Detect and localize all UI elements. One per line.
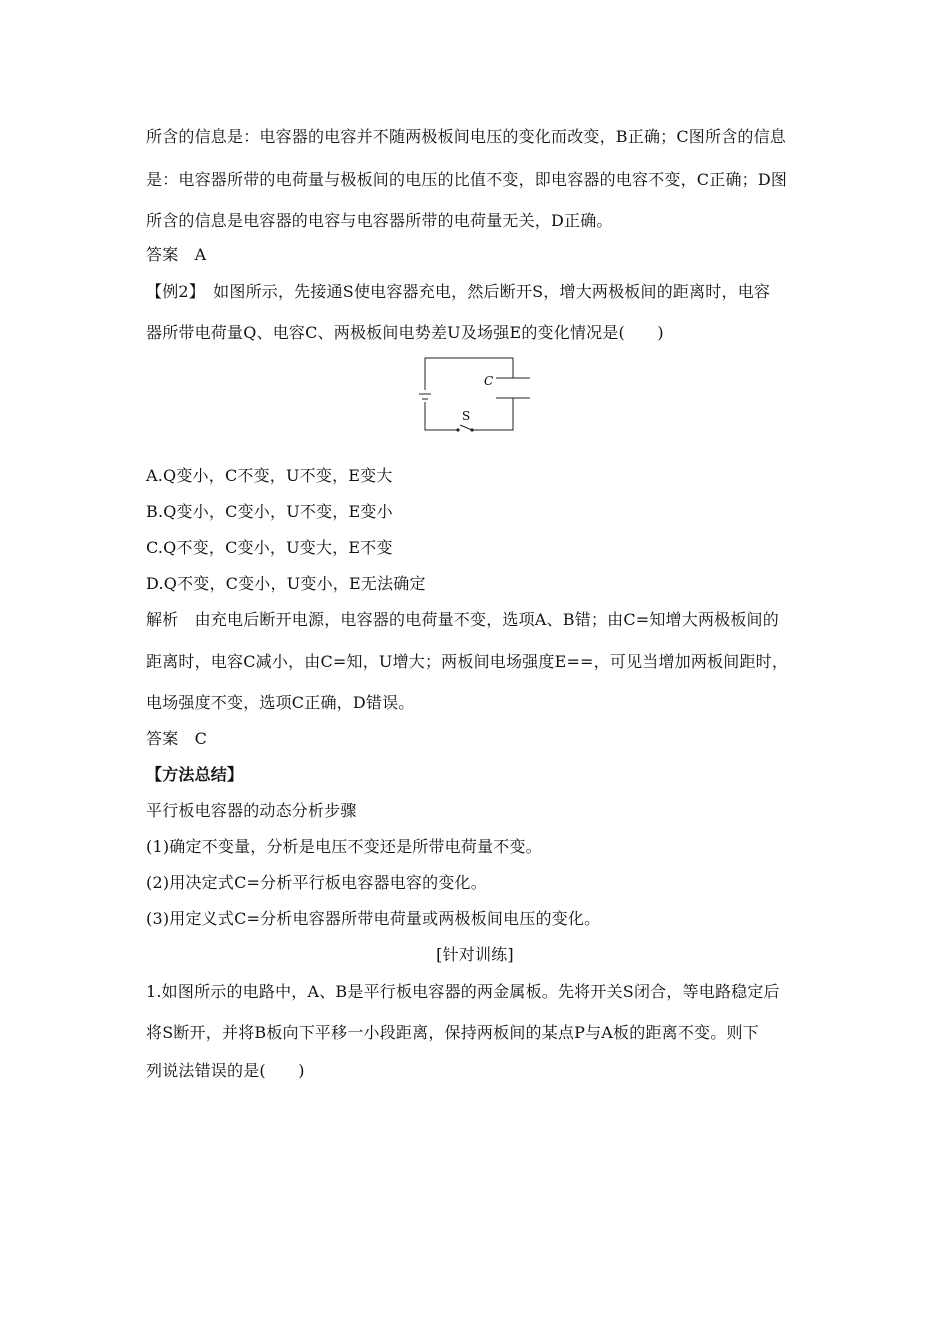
paragraph-line-1: 所含的信息是：电容器的电容并不随两极板间电压的变化而改变，B正确；C图所含的信息 (146, 127, 787, 146)
answer-1: 答案 A (146, 245, 207, 264)
question-1-line-3: 列说法错误的是( ) (146, 1061, 305, 1080)
capacitor-circuit-diagram (410, 350, 540, 440)
answer-2: 答案 C (146, 729, 208, 748)
paragraph-line-3: 所含的信息是电容器的电容与电容器所带的电荷量无关，D正确。 (146, 211, 613, 230)
training-title: [针对训练] (436, 945, 514, 964)
example-2-line-1: 【例2】 如图所示，先接通S使电容器充电，然后断开S，增大两极板间的距离时，电容 (146, 282, 771, 301)
method-title: 【方法总结】 (146, 765, 244, 784)
method-subtitle: 平行板电容器的动态分析步骤 (146, 801, 357, 820)
question-1-line-1: 1.如图所示的电路中，A、B是平行板电容器的两金属板。先将开关S闭合，等电路稳定后 (146, 982, 780, 1001)
analysis-line-3: 电场强度不变，选项C正确，D错误。 (146, 693, 415, 712)
method-step-2: (2)用决定式C=分析平行板电容器电容的变化。 (146, 873, 487, 892)
paragraph-line-2: 是：电容器所带的电荷量与极板间的电压的比值不变，即电容器的电容不变，C正确；D图 (146, 170, 788, 189)
question-1-line-2: 将S断开，并将B板向下平移一小段距离，保持两板间的某点P与A板的距离不变。则下 (146, 1023, 759, 1042)
switch-label: S (462, 409, 471, 423)
example-2-line-2: 器所带电荷量Q、电容C、两极板间电势差U及场强E的变化情况是( ) (146, 323, 664, 342)
option-b: B.Q变小，C变小，U不变，E变小 (146, 502, 393, 521)
method-step-3: (3)用定义式C=分析电容器所带电荷量或两极板间电压的变化。 (146, 909, 601, 928)
capacitor-label: C (484, 374, 494, 388)
analysis-line-2: 距离时，电容C减小，由C=知，U增大；两板间电场强度E==，可见当增加两板间距时， (146, 652, 789, 671)
option-d: D.Q不变，C变小，U变小，E无法确定 (146, 574, 426, 593)
option-c: C.Q不变，C变小，U变大，E不变 (146, 538, 393, 557)
analysis-line-1: 解析 由充电后断开电源，电容器的电荷量不变，选项A、B错；由C=知增大两极板间的 (146, 610, 779, 629)
option-a: A.Q变小，C不变，U不变，E变大 (146, 466, 393, 485)
method-step-1: (1)确定不变量，分析是电压不变还是所带电荷量不变。 (146, 837, 542, 856)
